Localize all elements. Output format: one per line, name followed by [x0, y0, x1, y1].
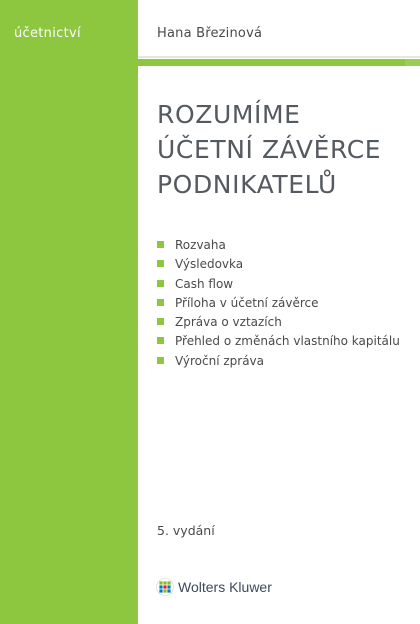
topic-item: [157, 275, 400, 294]
title-line-3: PODNIKATELŮ: [157, 170, 337, 199]
topic-label: Výroční zpráva: [175, 353, 265, 368]
publisher-name: Wolters Kluwer: [178, 579, 272, 595]
author-name: Hana Březinová: [157, 26, 263, 41]
square-bullet-icon: [157, 357, 164, 364]
topic-item: [157, 352, 400, 371]
topic-label: Rozvaha: [175, 238, 226, 252]
topic-item: [157, 236, 400, 255]
square-bullet-icon: [157, 299, 164, 306]
topic-item: [157, 294, 400, 313]
topic-item: [157, 313, 400, 332]
square-bullet-icon: [157, 337, 164, 344]
square-bullet-icon: [157, 318, 164, 325]
series-label: účetnictví: [14, 26, 81, 41]
square-bullet-icon: [157, 280, 164, 287]
topic-list: [157, 236, 400, 371]
green-top-rule: [0, 59, 420, 66]
top-rule-end: [405, 59, 420, 66]
topic-item: [157, 255, 400, 274]
topic-label: Výsledovka: [175, 257, 244, 272]
topic-label: Přehled o změnách vlastního kapitálu: [175, 334, 400, 349]
topic-item: [157, 332, 400, 351]
title-line-1: ROZUMÍME: [157, 100, 301, 129]
topic-label: Příloha v účetní závěrce: [175, 295, 319, 310]
topic-label: Zpráva o vztazích: [175, 315, 282, 330]
book-title: [157, 97, 381, 202]
header-divider: [138, 56, 420, 58]
topic-label: Cash flow: [175, 276, 234, 291]
edition-label: 5. vydání: [157, 523, 215, 538]
square-bullet-icon: [157, 241, 164, 248]
green-side-band: [0, 0, 138, 624]
wolters-kluwer-logo-icon: [156, 578, 174, 596]
publisher-logo: [156, 578, 272, 596]
square-bullet-icon: [157, 260, 164, 267]
title-line-2: ÚČETNÍ ZÁVĚRCE: [157, 135, 382, 164]
